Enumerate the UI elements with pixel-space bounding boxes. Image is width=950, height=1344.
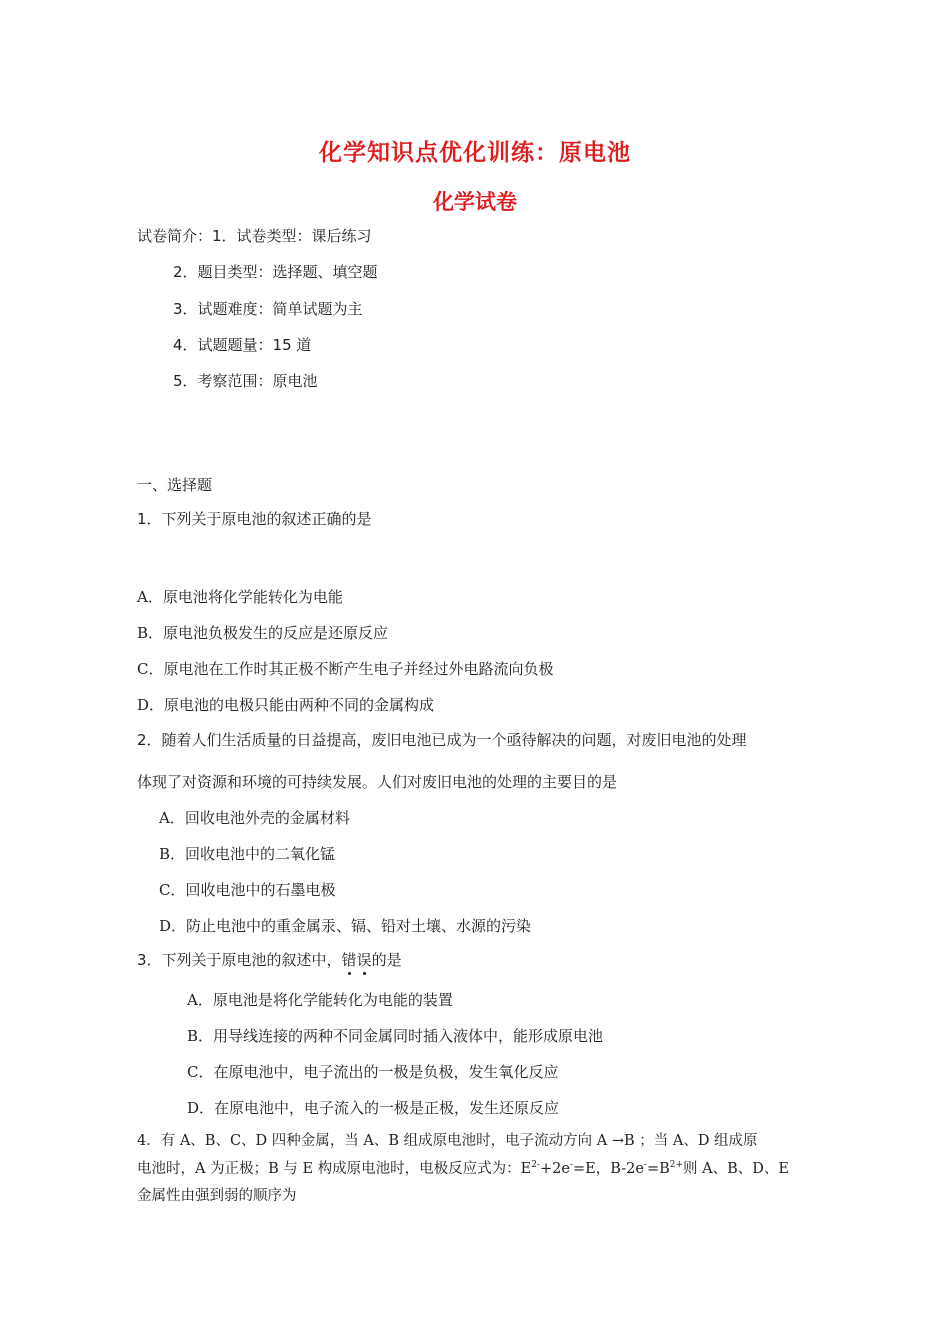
intro-item: 4．试题题量：15 道 [173,336,312,354]
stem-text: =E，B-2e [573,1161,644,1177]
superscript: - [643,1160,647,1171]
intro-label: 试卷简介： [137,227,213,245]
option-b: B．回收电池中的二氧化锰 [159,845,336,863]
intro-line-1 [137,226,372,246]
stem-suffix: 的是 [371,951,402,969]
question-stem-continued: 体现了对资源和环境的可持续发展。人们对废旧电池的处理的主要目的是 [137,773,618,791]
emphasis-mark: 错 [341,951,357,969]
emphasis-mark: 误 [356,951,372,969]
superscript: - [569,1160,574,1171]
option-d: D．防止电池中的重金属汞、镉、铅对土壤、水源的污染 [159,917,532,935]
stem-text: =B [646,1161,670,1177]
question-stem: 1．下列关于原电池的叙述正确的是 [137,510,372,528]
question-stem: 2．随着人们生活质量的日益提高，废旧电池已成为一个亟待解决的问题，对废旧电池的处理 [137,731,747,749]
option-a: A．回收电池外壳的金属材料 [159,809,350,827]
stem-text: 则 A、B、D、E [683,1161,789,1177]
intro-item: 1．试卷类型：课后练习 [212,227,372,245]
question-stem [137,950,402,970]
option-c: C．回收电池中的石墨电极 [159,881,336,899]
option-a: A．原电池将化学能转化为电能 [137,588,343,606]
question-stem: 4．有 A、B、C、D 四种金属，当 A、B 组成原电池时，电子流动方向 A →B ；当 A、D 组成原 [137,1133,758,1149]
intro-item: 5．考察范围：原电池 [173,372,318,390]
intro-item: 3．试题难度：简单试题为主 [173,300,363,318]
page-subtitle: 化学试卷 [433,190,517,214]
option-b: B．用导线连接的两种不同金属同时插入液体中，能形成原电池 [187,1027,604,1045]
superscript: 2+ [669,1160,684,1171]
option-d: D．在原电池中，电子流入的一极是正极，发生还原反应 [187,1099,560,1117]
option-d: D．原电池的电极只能由两种不同的金属构成 [137,696,435,714]
stem-prefix: 3．下列关于原电池的叙述中， [137,951,342,969]
option-b: B．原电池负极发生的反应是还原反应 [137,624,389,642]
option-a: A．原电池是将化学能转化为电能的装置 [187,991,453,1009]
page-title: 化学知识点优化训练：原电池 [319,140,631,166]
superscript: 2- [531,1160,541,1171]
stem-text: 电池时，A 为正极；B 与 E 构成原电池时，电极反应式为：E [137,1161,532,1177]
intro-item: 2．题目类型：选择题、填空题 [173,263,378,281]
option-c: C．原电池在工作时其正极不断产生电子并经过外电路流向负极 [137,660,554,678]
option-c: C．在原电池中，电子流出的一极是负极，发生氧化反应 [187,1063,559,1081]
question-stem-continued: 金属性由强到弱的顺序为 [137,1188,297,1204]
question-stem-continued [137,1159,789,1179]
section-heading: 一、选择题 [137,476,213,494]
stem-text: +2e [540,1161,570,1177]
